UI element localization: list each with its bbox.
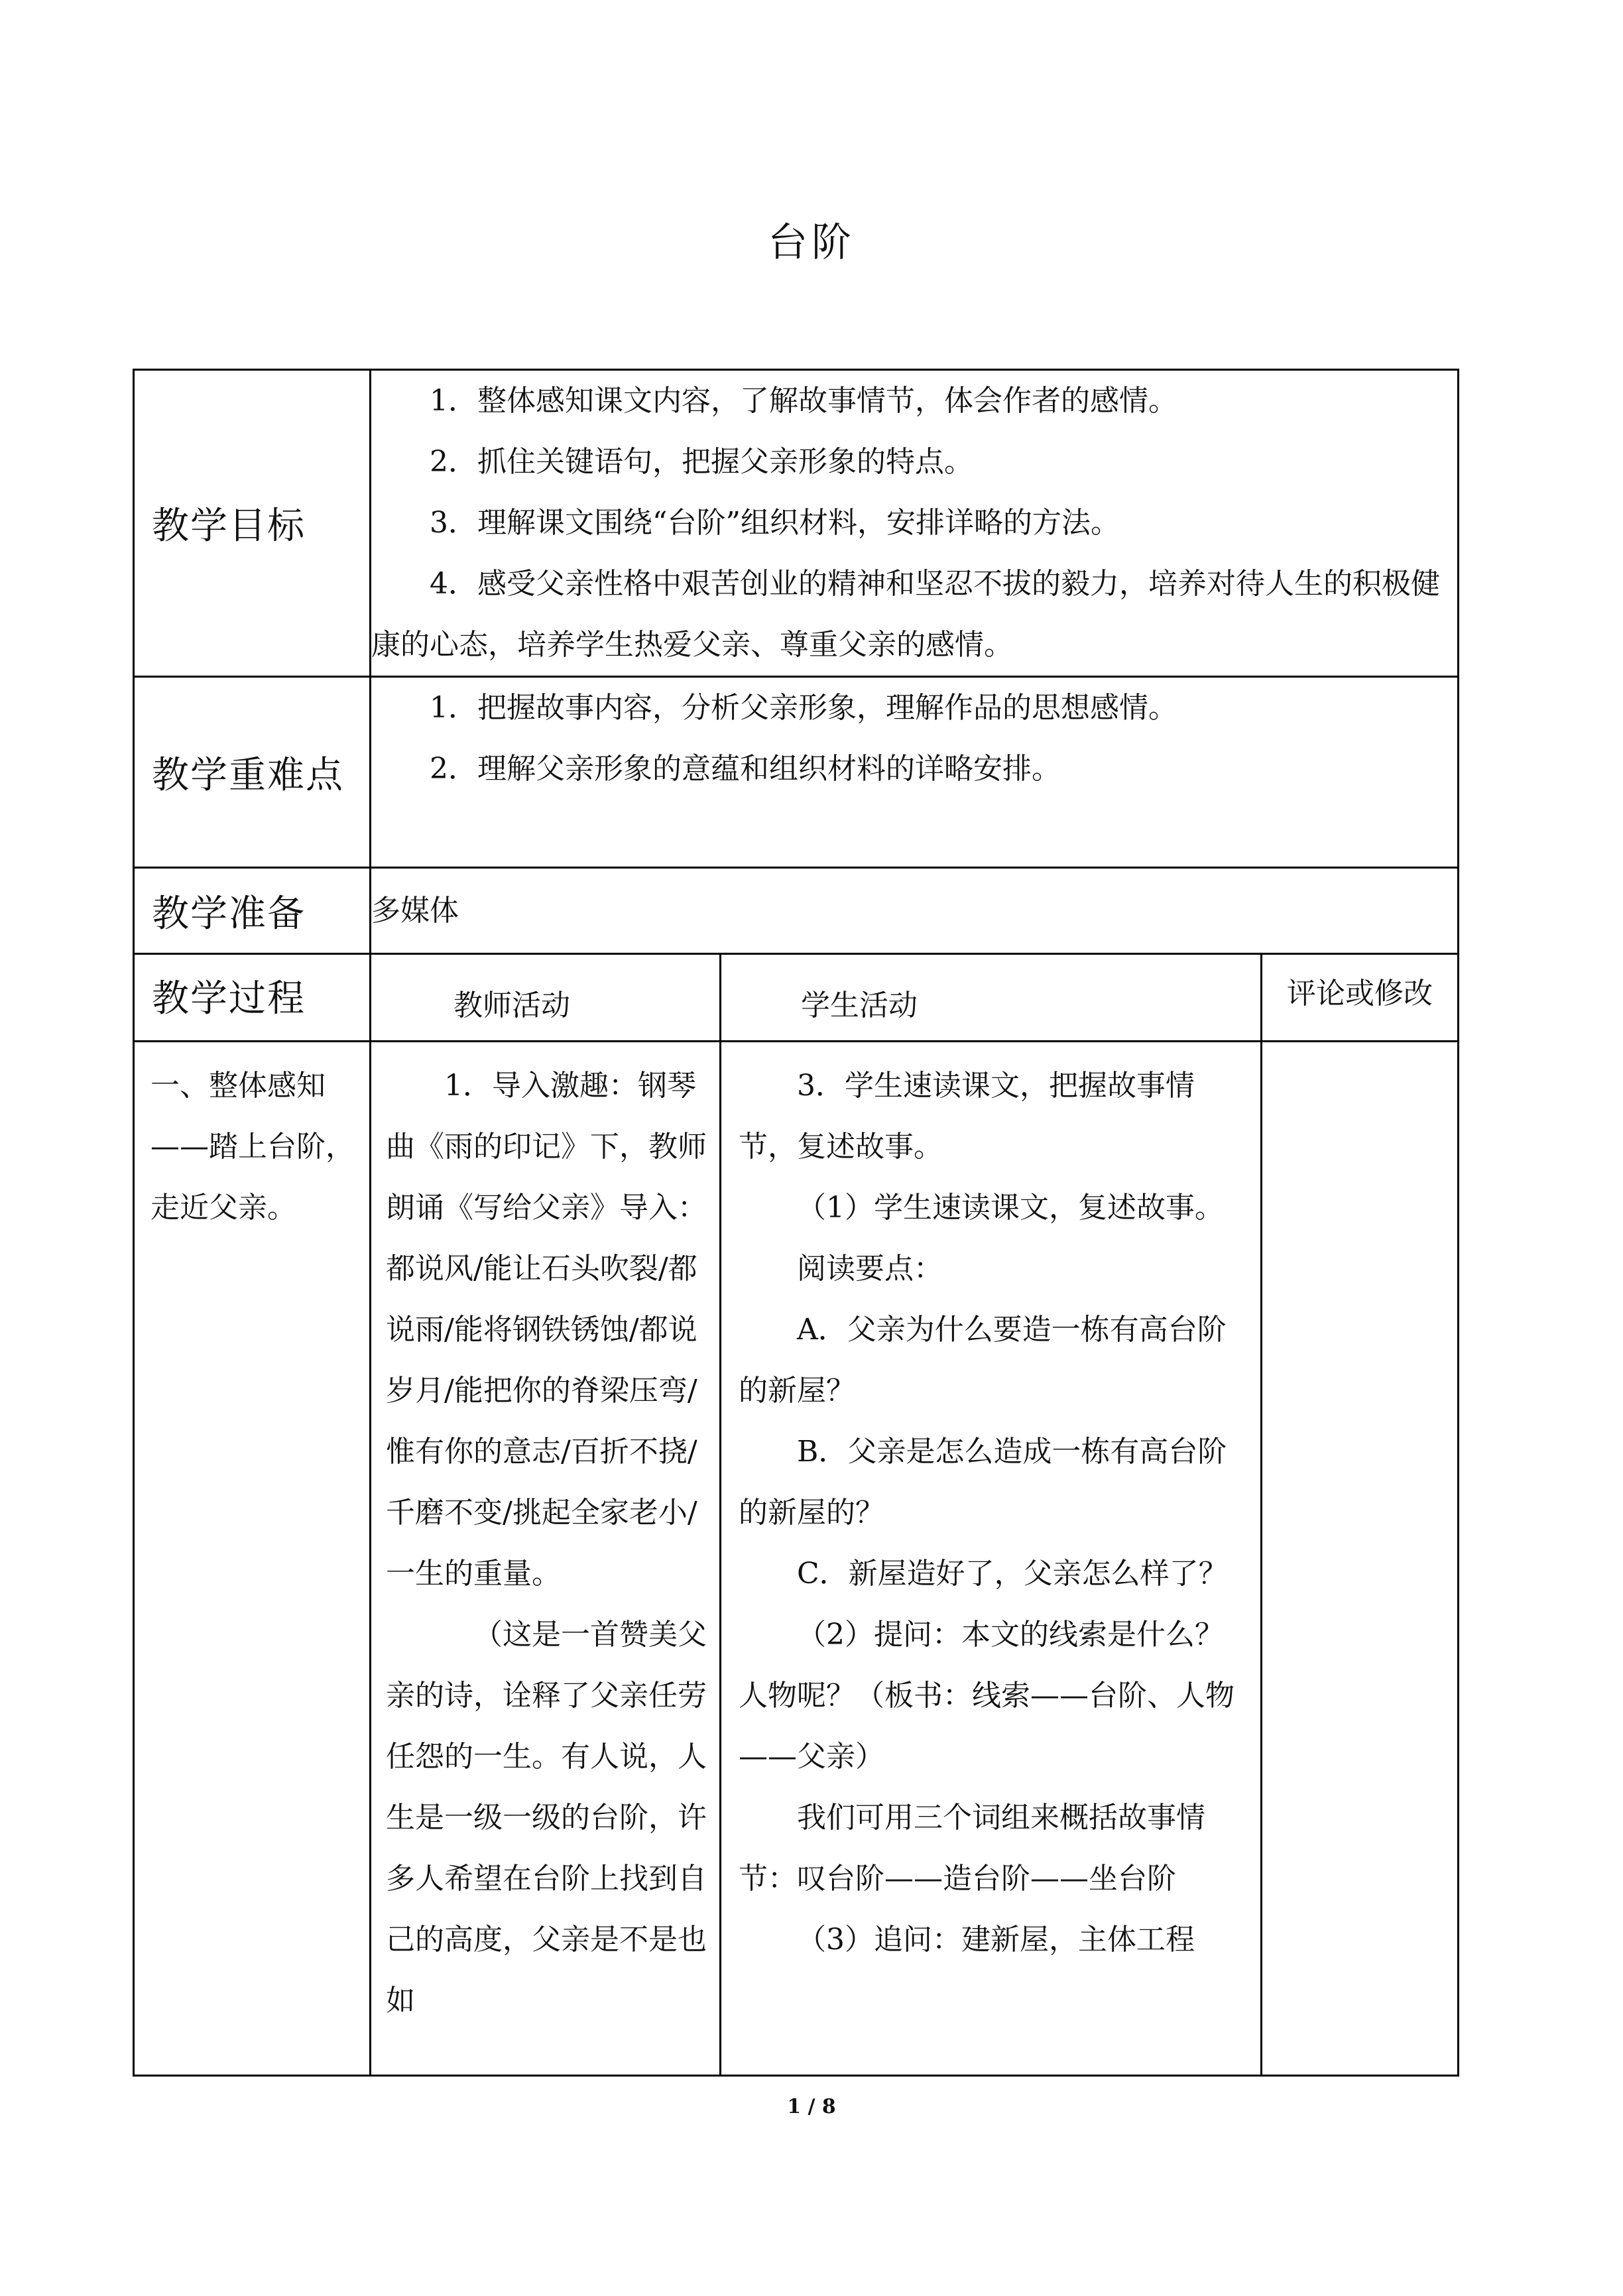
student-paragraph: 阅读要点： [797, 1252, 943, 1286]
process-header-row [134, 954, 1459, 1042]
student-paragraph: C．新屋造好了，父亲怎么样了？ [797, 1557, 1228, 1591]
lesson-plan-table [133, 369, 1459, 2077]
objectives-content [371, 370, 1459, 677]
objective-item: 4．感受父亲性格中艰苦创业的精神和坚忍不拔的毅力，培养对待人生的积极健康的心态，培养学生热爱父亲、尊重父亲的感情。 [371, 567, 1440, 662]
preparation-label: 教学准备 [134, 868, 371, 954]
key-points-label: 教学重难点 [134, 677, 371, 868]
objectives-row [134, 370, 1459, 677]
key-points-row [134, 677, 1459, 868]
student-paragraph: A．父亲为什么要造一栋有高台阶的新屋？ [739, 1313, 1227, 1408]
student-paragraph: （3）追问：建新屋，主体工程 [797, 1923, 1195, 1957]
key-points-content [371, 677, 1459, 868]
page-title: 台阶 [768, 219, 855, 266]
objectives-label: 教学目标 [134, 370, 371, 677]
process-stage-row [134, 1042, 1459, 2076]
student-activity-header: 学生活动 [721, 954, 1262, 1042]
student-paragraph: 3．学生速读课文，把握故事情节，复述故事。 [739, 1069, 1195, 1164]
comment-header: 评论或修改 [1262, 954, 1459, 1042]
preparation-value: 多媒体 [371, 868, 1459, 954]
preparation-row [134, 868, 1459, 954]
student-paragraph: B．父亲是怎么造成一栋有高台阶的新屋的？ [739, 1435, 1227, 1530]
student-activity-content [721, 1042, 1262, 2076]
page-number: 1 / 8 [787, 2095, 836, 2118]
stage-title: 一、整体感知——踏上台阶，走近父亲。 [134, 1042, 371, 2076]
comment-cell [1262, 1042, 1459, 2076]
teacher-paragraph: （这是一首赞美父亲的诗，诠释了父亲任劳任怨的一生。有人说，人生是一级一级的台阶，许多人希望在台阶上找到自己的高度，父亲是不是也如 [386, 1618, 707, 2018]
student-paragraph: （1）学生速读课文，复述故事。 [797, 1191, 1224, 1225]
student-paragraph: 我们可用三个词组来概括故事情节：叹台阶——造台阶——坐台阶 [739, 1801, 1205, 1896]
objective-item: 3．理解课文围绕“台阶”组织材料，安排详略的方法。 [430, 506, 1120, 540]
objective-item: 1．整体感知课文内容，了解故事情节，体会作者的感情。 [430, 384, 1177, 418]
objective-item: 2．抓住关键语句，把握父亲形象的特点。 [430, 445, 973, 479]
key-point-item: 1．把握故事内容，分析父亲形象，理解作品的思想感情。 [430, 691, 1177, 725]
teacher-activity-content [371, 1042, 721, 2076]
teacher-activity-header: 教师活动 [371, 954, 721, 1042]
teacher-paragraph: 1．导入激趣：钢琴曲《雨的印记》下，教师朗诵《写给父亲》导入：都说风/能让石头吹裂/都说雨/能将钢铁锈蚀/都说岁月/能把你的脊梁压弯/惟有你的意志/百折不挠/千磨不变/挑起全家老小/一生的重量。 [386, 1069, 707, 1591]
student-paragraph: （2）提问：本文的线索是什么？人物呢？（板书：线索——台阶、人物——父亲） [739, 1618, 1234, 1774]
key-point-item: 2．理解父亲形象的意蕴和组织材料的详略安排。 [430, 752, 1061, 786]
process-label: 教学过程 [134, 954, 371, 1042]
